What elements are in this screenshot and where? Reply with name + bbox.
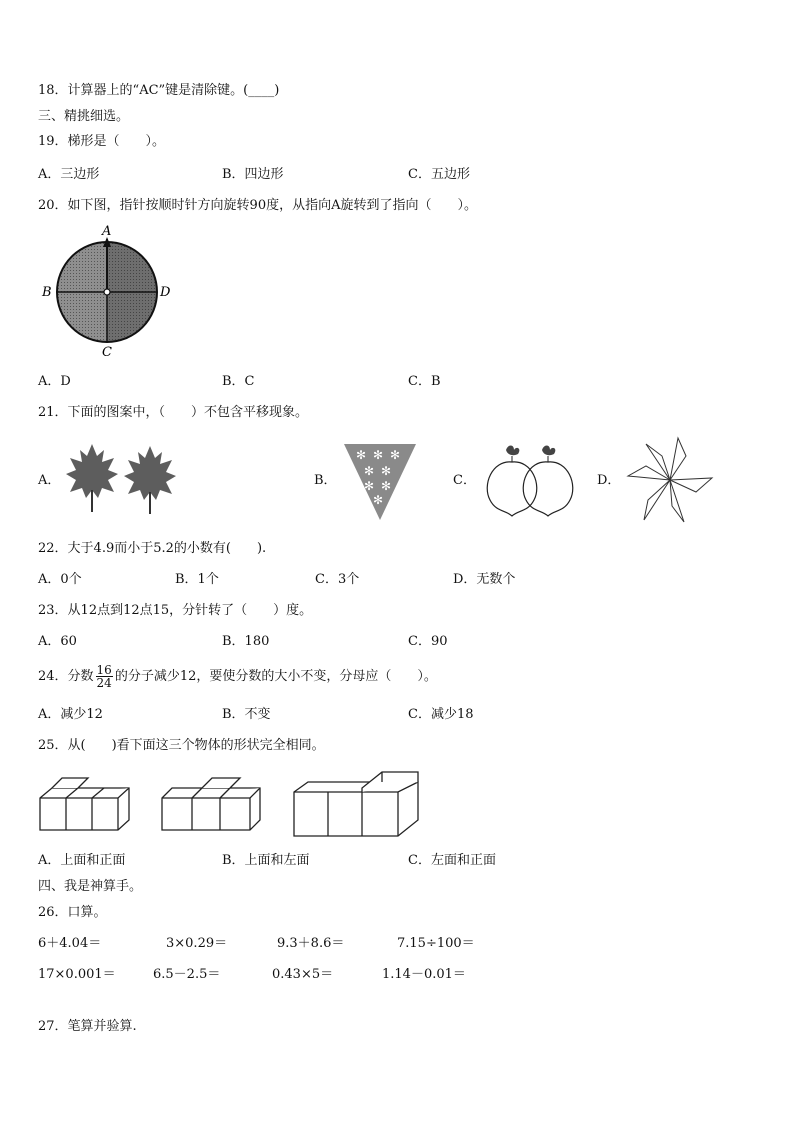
svg-text:✻: ✻ [364,464,375,478]
q20-option-c: C．B [408,374,441,389]
q25-option-c: C．左面和正面 [408,853,496,868]
q21-option-d-label: D． [597,473,621,488]
calc-item-6: 6.5－2.5＝ [153,967,221,982]
q21-option-c-label: C． [453,473,476,488]
question-20: 20．如下图，指针按顺时针方向旋转90度，从指向A旋转到了指向（ ）。 [38,198,477,213]
svg-text:✻: ✻ [381,464,392,478]
fraction-denominator: 24 [96,676,112,690]
question-22: 22．大于4.9而小于5.2的小数有( ). [38,541,267,556]
calc-item-5: 17×0.001＝ [38,967,116,982]
question-26: 26．口算。 [38,905,107,920]
twin-hearts-figure [482,440,582,520]
q23-option-c: C．90 [408,634,448,649]
q21-option-b-label: B． [314,473,337,488]
q22-option-d: D．无数个 [453,572,516,587]
calc-item-8: 1.14－0.01＝ [382,967,466,982]
question-27: 27．笔算并验算. [38,1019,137,1034]
triangle-pattern-figure [342,442,418,522]
q19-option-a: A．三边形 [38,167,100,182]
q24-option-a: A．减少12 [38,707,103,722]
q22-option-c: C．3个 [315,572,360,587]
q23-option-b: B．180 [222,634,270,649]
q19-option-c: C．五边形 [408,167,470,182]
q24-option-b: B．不变 [222,707,271,722]
q22-option-a: A．0个 [38,572,82,587]
calc-item-3: 9.3＋8.6＝ [277,936,345,951]
q21-option-a-label: A． [38,473,61,488]
question-25: 25．从( )看下面这三个物体的形状完全相同。 [38,738,325,753]
cube-object-2-figure [158,776,264,834]
q20-option-b: B．C [222,374,255,389]
q20-option-a: A．D [38,374,71,389]
fraction-16-24 [96,664,113,689]
q24-option-c: C．减少18 [408,707,474,722]
svg-text:✻: ✻ [373,493,384,507]
svg-text:✻: ✻ [390,448,401,462]
section-heading-4: 四、我是神算手。 [38,879,143,894]
q25-option-a: A．上面和正面 [38,853,126,868]
svg-text:✻: ✻ [381,479,392,493]
question-18: 18．计算器上的“AC”键是清除键。(____) [38,83,280,98]
dial-label-d: D [160,285,171,300]
q19-option-b: B．四边形 [222,167,284,182]
q24-text-after: 的分子减少12，要使分数的大小不变，分母应（ ）。 [114,669,437,684]
fraction-numerator: 16 [96,663,112,677]
calc-item-2: 3×0.29＝ [166,936,228,951]
pinwheel-figure [626,434,716,526]
dial-label-c: C [102,345,112,360]
q22-option-b: B．1个 [175,572,219,587]
cube-object-1-figure [38,776,134,834]
calc-item-7: 0.43×5＝ [272,967,334,982]
section-heading-3: 三、精挑细选。 [38,109,130,124]
calc-item-1: 6＋4.04＝ [38,936,102,951]
q23-option-a: A．60 [38,634,77,649]
question-24 [38,662,437,692]
dial-label-b: B [42,285,52,300]
clock-dial-figure [40,225,180,365]
maple-leaves-figure [64,440,184,518]
svg-text:✻: ✻ [373,448,384,462]
question-21: 21．下面的图案中，（ ）不包含平移现象。 [38,405,309,420]
calc-item-4: 7.15÷100＝ [397,936,475,951]
cube-object-3-figure [290,768,422,840]
question-19: 19．梯形是（ ）。 [38,134,166,149]
q24-text-before: 24．分数 [38,669,94,684]
question-23: 23．从12点到12点15，分针转了（ ）度。 [38,603,313,618]
dial-label-a: A [102,224,112,239]
svg-text:✻: ✻ [364,479,375,493]
svg-text:✻: ✻ [356,448,367,462]
q25-option-b: B．上面和左面 [222,853,310,868]
